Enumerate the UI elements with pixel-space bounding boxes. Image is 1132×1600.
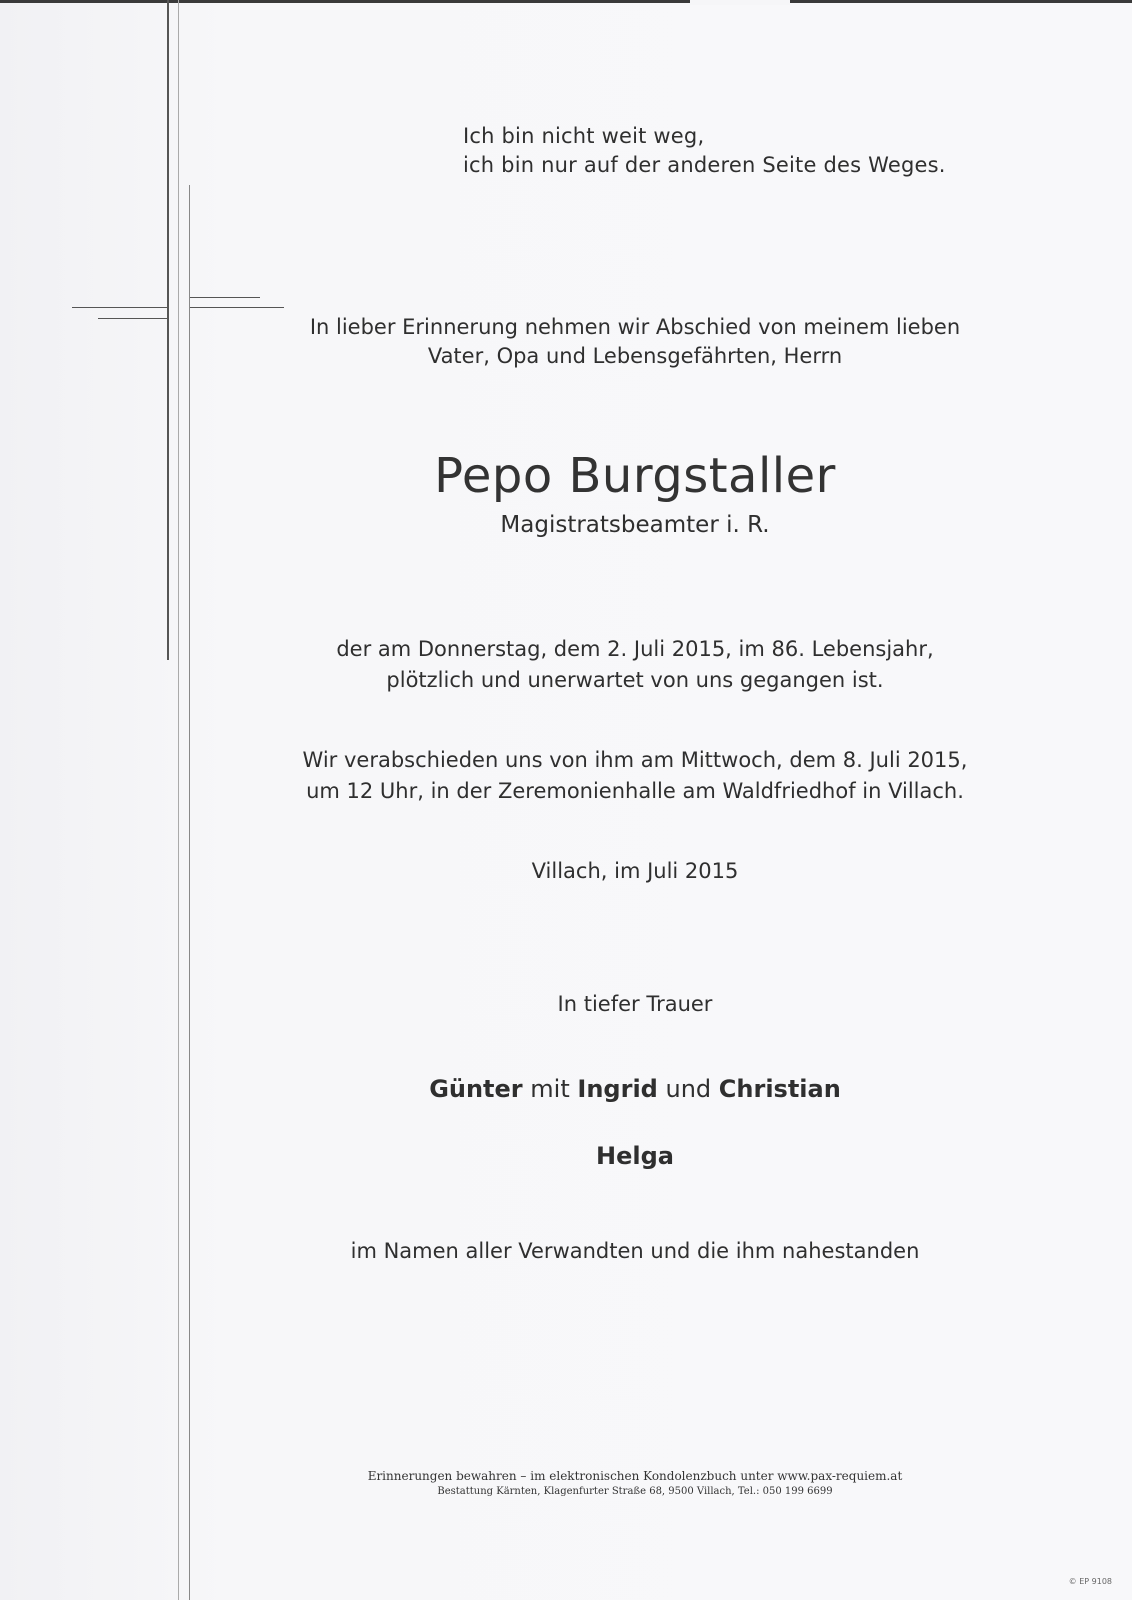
intro-text — [170, 313, 1100, 371]
mourning-heading: In tiefer Trauer — [557, 992, 713, 1016]
place-date: Villach, im Juli 2015 — [531, 859, 739, 883]
death-notice — [170, 634, 1100, 696]
print-code: © EP 9108 — [1068, 1577, 1112, 1586]
family-member: Ingrid — [577, 1075, 658, 1103]
relatives-line: im Namen aller Verwandten und die ihm nahestanden — [350, 1239, 920, 1263]
footer-funeral-home: Bestattung Kärnten, Klagenfurter Straße 68, 9500 Villach, Tel.: 050 199 6699 — [437, 1486, 833, 1497]
funeral-line: um 12 Uhr, in der Zeremonienhalle am Waldfriedhof in Villach. — [306, 779, 964, 803]
deceased-title: Magistratsbeamter i. R. — [500, 512, 770, 538]
family-member-helga: Helga — [596, 1142, 674, 1170]
verse-line: ich bin nur auf der anderen Seite des Weges. — [463, 153, 946, 177]
family-conjunction: mit — [530, 1075, 570, 1103]
verse — [463, 122, 946, 180]
family-line — [170, 1073, 1100, 1105]
top-rule-gap — [690, 0, 790, 5]
deceased-name: Pepo Burgstaller — [434, 448, 836, 504]
verse-line: Ich bin nicht weit weg, — [463, 124, 705, 148]
funeral-info — [170, 745, 1100, 807]
footer-condolence-link: Erinnerungen bewahren – im elektronischen Kondolenzbuch unter www.pax-requiem.at — [367, 1469, 903, 1483]
family-member: Günter — [429, 1075, 523, 1103]
footer — [170, 1468, 1100, 1500]
funeral-line: Wir verabschieden uns von ihm am Mittwoch, dem 8. Juli 2015, — [302, 748, 968, 772]
death-line: plötzlich und unerwartet von uns gegangen ist. — [386, 668, 884, 692]
family-conjunction: und — [665, 1075, 712, 1103]
top-rule — [0, 0, 1132, 3]
intro-line: In lieber Erinnerung nehmen wir Abschied von meinem lieben — [309, 315, 961, 339]
death-line: der am Donnerstag, dem 2. Juli 2015, im 86. Lebensjahr, — [336, 637, 934, 661]
intro-line: Vater, Opa und Lebensgefährten, Herrn — [427, 344, 843, 368]
family-member: Christian — [718, 1075, 841, 1103]
